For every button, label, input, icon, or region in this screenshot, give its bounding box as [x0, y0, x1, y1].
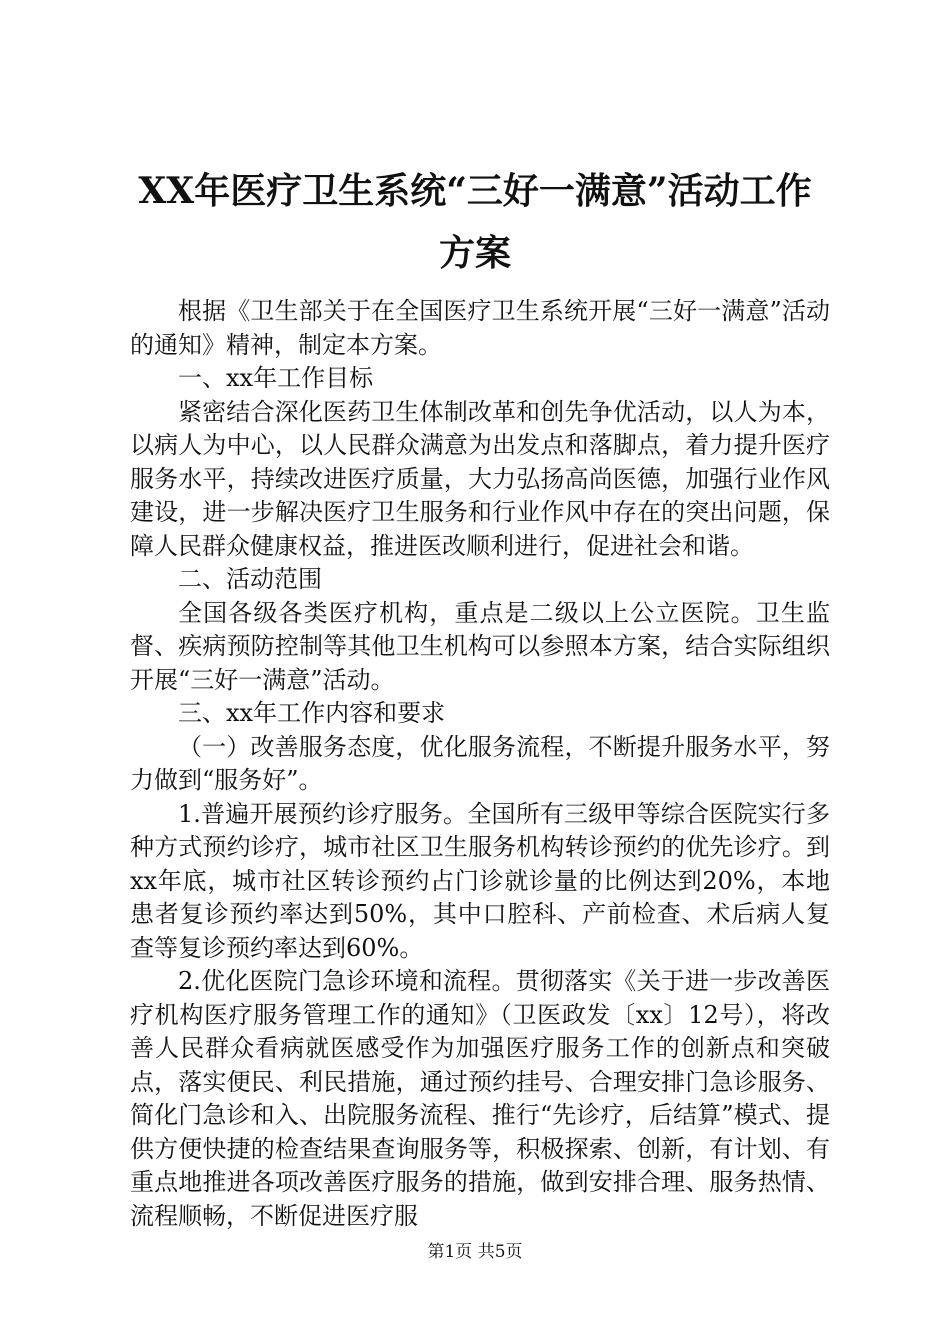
page-footer: 第1页 共5页	[427, 1242, 523, 1262]
paragraph-intro: 根据《卫生部关于在全国医疗卫生系统开展“三好一满意”活动的通知》精神，制定本方案。	[130, 297, 830, 359]
paragraph-scope: 全国各级各类医疗机构，重点是二级以上公立医院。卫生监督、疾病预防控制等其他卫生机构可以参照本方案，结合实际组织开展“三好一满意”活动。	[130, 598, 830, 694]
title-line-1: XX年医疗卫生系统“三好一满意”活动工作	[138, 170, 812, 212]
heading-section-1: 一、xx年工作目标	[178, 364, 374, 392]
title-line-2: 方案	[438, 232, 511, 274]
heading-section-3: 三、xx年工作内容和要求	[178, 699, 446, 727]
document-body	[130, 295, 830, 1233]
paragraph-item-1: 1.普遍开展预约诊疗服务。全国所有三级甲等综合医院实行多种方式预约诊疗，城市社区卫生服务机构转诊预约的优先诊疗。到xx年底，城市社区转诊预约占门诊就诊量的比例达到20%，本地患者复诊预约率达到50%，其中口腔科、产前检查、术后病人复查等复诊预约率达到60%。	[130, 799, 830, 962]
paragraph-subsection-1: （一）改善服务态度，优化服务流程，不断提升服务水平，努力做到“服务好”。	[130, 732, 830, 794]
document-title	[130, 160, 820, 284]
heading-section-2: 二、活动范围	[178, 565, 322, 593]
paragraph-goals: 紧密结合深化医药卫生体制改革和创先争优活动，以人为本，以病人为中心，以人民群众满意为出发点和落脚点，着力提升医疗服务水平，持续改进医疗质量，大力弘扬高尚医德，加强行业作风建设，进一步解决医疗卫生服务和行业作风中存在的突出问题，保障人民群众健康权益，推进医改顺利进行，促进社会和谐。	[130, 397, 830, 560]
paragraph-item-2: 2.优化医院门急诊环境和流程。贯彻落实《关于进一步改善医疗机构医疗服务管理工作的通知》（卫医政发〔xx〕12号），将改善人民群众看病就医感受作为加强医疗服务工作的创新点和突破点，落实便民、利民措施，通过预约挂号、合理安排门急诊服务、简化门急诊和入、出院服务流程、推行“先诊疗，后结算”模式、提供方便快捷的检查结果查询服务等，积极探索、创新，有计划、有重点地推进各项改善医疗服务的措施，做到安排合理、服务热情、流程顺畅，不断促进医疗服	[130, 967, 830, 1230]
